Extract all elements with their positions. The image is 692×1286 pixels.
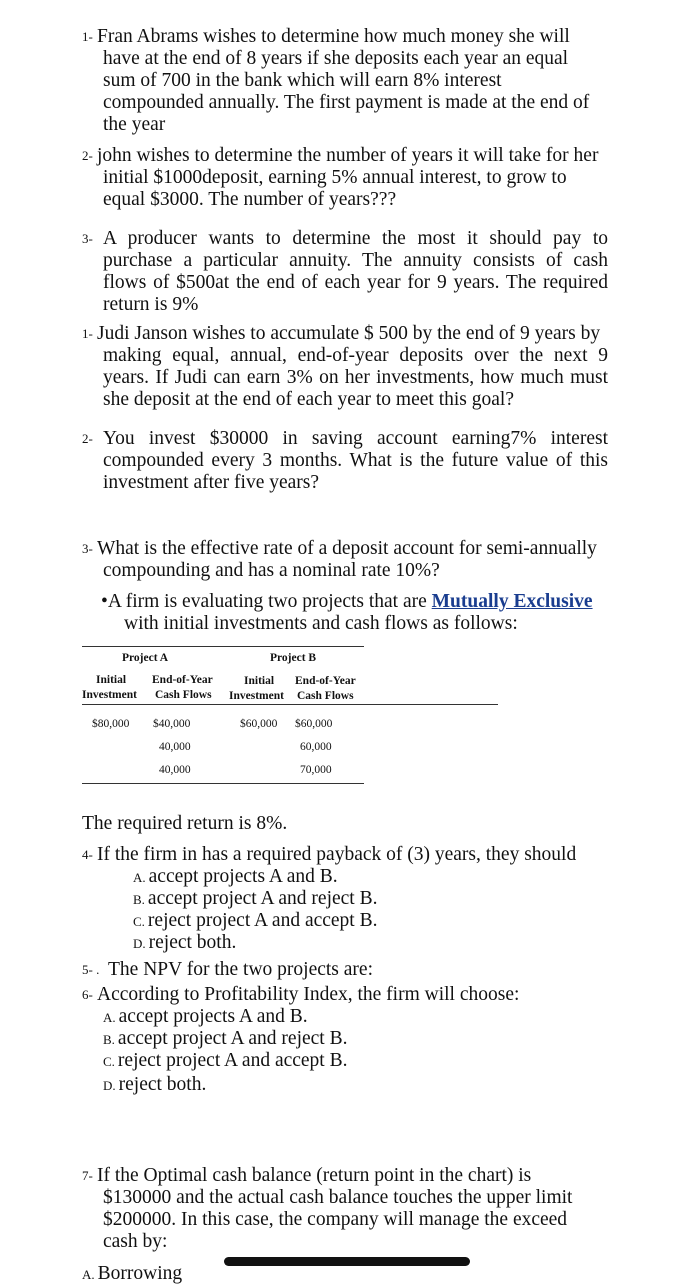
bullet-line-2: with initial investments and cash flows as follows: — [124, 613, 518, 634]
option-text: accept project A and reject B. — [147, 888, 378, 909]
option-text: reject project A and accept B. — [117, 1050, 348, 1071]
option-text: reject project A and accept B. — [147, 910, 378, 931]
project-b-header: Project B — [270, 652, 317, 664]
q4-option-d — [133, 932, 236, 955]
q6-option-d — [103, 1074, 206, 1097]
option-letter: D. — [103, 1078, 116, 1093]
option-letter: B. — [133, 892, 145, 907]
question-first-line: Fran Abrams wishes to determine how much money she will — [97, 26, 570, 47]
bullet-mark: • — [101, 591, 108, 612]
q7-option-a — [82, 1263, 182, 1286]
bullet-text: A firm is evaluating two projects that are — [107, 591, 432, 612]
col-header-eoy-b: End-of-Year — [295, 675, 356, 687]
table-cell: 70,000 — [300, 764, 332, 776]
question-first-line: You invest $30000 in saving account earning7% interest — [103, 428, 608, 449]
option-text: reject both. — [118, 1074, 207, 1095]
col-header-initial-b: Initial — [244, 675, 275, 687]
question-line: sum of 700 in the bank which will earn 8% interest — [103, 70, 502, 91]
question-text: The NPV for the two projects are: — [108, 959, 373, 980]
question-line: $200000. In this case, the company will manage the exceed — [103, 1209, 568, 1230]
question-first-line: john wishes to determine the number of years it will take for her — [97, 145, 599, 166]
table-header-rule — [82, 704, 498, 705]
col-header-investment-b: Investment — [229, 690, 284, 702]
question-line: investment after five years? — [103, 472, 320, 493]
question-line: return is 9% — [103, 294, 199, 315]
q4-option-b — [133, 888, 378, 911]
option-text: Borrowing — [97, 1263, 183, 1284]
option-letter: D. — [133, 936, 146, 951]
question-number: 4- — [82, 847, 93, 862]
question-line: compounded annually. The first payment is made at the end of — [103, 92, 590, 113]
option-text: reject both. — [148, 932, 237, 953]
question-line: purchase a particular annuity. The annuity consists of cash — [103, 250, 608, 271]
option-letter: B. — [103, 1032, 115, 1047]
question-text: According to Profitability Index, the firm will choose: — [97, 984, 520, 1005]
question-line: have at the end of 8 years if she deposits each year an equal — [103, 48, 569, 69]
question-number: 1- — [82, 326, 93, 341]
col-header-initial-a: Initial — [96, 674, 127, 686]
question-line: flows of $500at the end of each year for 9 years. The required — [103, 272, 608, 293]
question-number: 3- — [82, 541, 93, 556]
question-first-line: Judi Janson wishes to accumulate $ 500 by the end of 9 years by — [97, 323, 601, 344]
option-letter: A. — [103, 1010, 116, 1025]
question-line: making equal, annual, end-of-year deposits over the next 9 — [103, 345, 608, 366]
option-text: accept project A and reject B. — [117, 1028, 348, 1049]
option-letter: C. — [103, 1054, 115, 1069]
question-line: the year — [103, 114, 166, 135]
question-line: compounded every 3 months. What is the future value of this — [103, 450, 608, 471]
option-text: accept projects A and B. — [148, 866, 338, 887]
option-letter: A. — [133, 870, 146, 885]
project-a-header: Project A — [122, 652, 169, 664]
table-cell: $40,000 — [153, 718, 191, 730]
q6-option-a — [103, 1006, 308, 1029]
question-line: cash by: — [103, 1231, 168, 1252]
col-header-investment-a: Investment — [82, 689, 137, 701]
question-first-line: What is the effective rate of a deposit account for semi-annually — [97, 538, 597, 559]
question-number: 5- . — [82, 962, 100, 977]
option-letter: C. — [133, 914, 145, 929]
question-number: 3- — [82, 231, 93, 246]
option-letter: A. — [82, 1267, 95, 1282]
table-cell: 60,000 — [300, 741, 332, 753]
question-first-line: A producer wants to determine the most it should pay to — [103, 228, 608, 249]
col-header-eoy-a: End-of-Year — [152, 674, 213, 686]
question-number: 2- — [82, 148, 93, 163]
question-number: 1- — [82, 29, 93, 44]
q6-option-b — [103, 1028, 348, 1051]
question-line: initial $1000deposit, earning 5% annual interest, to grow to — [103, 167, 567, 188]
question-line: equal $3000. The number of years??? — [103, 189, 397, 210]
question-line: she deposit at the end of each year to meet this goal? — [103, 389, 514, 410]
cash-flow-table — [0, 640, 692, 790]
q4-option-c — [133, 910, 378, 933]
option-text: accept projects A and B. — [118, 1006, 308, 1027]
mutually-exclusive-link[interactable]: Mutually Exclusive — [431, 591, 593, 612]
q6-option-c — [103, 1050, 348, 1073]
table-cell: 40,000 — [159, 741, 191, 753]
table-bottom-rule — [82, 783, 364, 784]
col-header-cashflows-a: Cash Flows — [155, 689, 212, 701]
question-text: If the firm in has a required payback of (3) years, they should — [97, 844, 577, 865]
question-first-line: If the Optimal cash balance (return point in the chart) is — [97, 1165, 532, 1186]
table-cell: $60,000 — [240, 718, 278, 730]
table-top-rule — [82, 646, 364, 647]
question-number: 2- — [82, 431, 93, 446]
question-number: 6- — [82, 987, 93, 1002]
table-cell: $60,000 — [295, 718, 333, 730]
question-line: years. If Judi can earn 3% on her investments, how much must — [103, 367, 608, 388]
question-line: compounding and has a nominal rate 10%? — [103, 560, 440, 581]
table-cell: 40,000 — [159, 764, 191, 776]
q4-option-a — [133, 866, 338, 889]
required-return-text: The required return is 8%. — [82, 813, 288, 834]
home-indicator-bar[interactable] — [224, 1257, 470, 1266]
bullet-line — [101, 591, 593, 613]
table-cell: $80,000 — [92, 718, 130, 730]
question-line: $130000 and the actual cash balance touches the upper limit — [103, 1187, 573, 1208]
col-header-cashflows-b: Cash Flows — [297, 690, 354, 702]
question-number: 7- — [82, 1168, 93, 1183]
